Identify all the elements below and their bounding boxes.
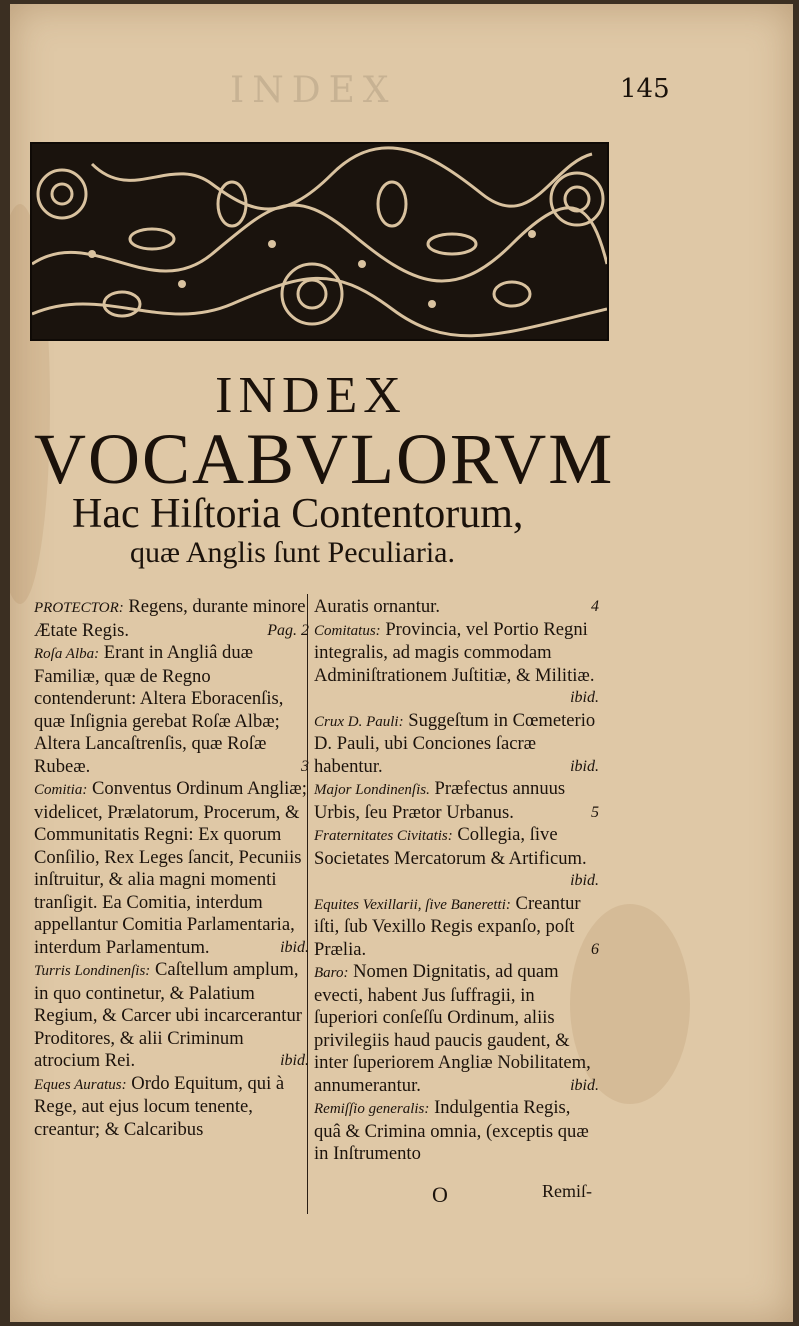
entry-term: PROTECTOR: [34, 600, 124, 616]
entry-term: Comitia: [34, 782, 88, 798]
title-index: INDEX [215, 367, 407, 424]
entry-definition: Caſtellum amplum, in quo continetur, & Palatium Regium, & Carcer ubi incarcerantur Proditores, & alii Criminum atrocium Rei. [34, 959, 302, 1071]
index-entry [314, 1097, 599, 1166]
entry-page-reference: ibid. [280, 938, 309, 956]
signature-mark: O [432, 1182, 448, 1207]
title-subtitle-2: quæ Anglis ſunt Peculiaria. [130, 536, 455, 569]
entry-definition: Provincia, vel Portio Regni integralis, ad magis commodam Adminiſtrationem Juſtitiæ, & Militiæ. [314, 618, 595, 686]
page-number: 145 [620, 74, 670, 104]
index-right-column [314, 596, 599, 1166]
entry-definition: Creantur iſti, ſub Vexillo Regis expanſo, poſt Prælia. [314, 892, 581, 960]
bleed-through-header: INDEX [230, 70, 397, 111]
title-subtitle: Hac Hiſtoria Contentorum, [72, 491, 524, 537]
index-entry [34, 596, 309, 642]
entry-definition: Ordo Equitum, qui à Rege, aut ejus locum tenente, creantur; & Calcaribus [34, 1072, 285, 1140]
entry-term: Fraternitates Civitatis: [314, 828, 453, 844]
entry-term: Eques Auratus: [34, 1076, 127, 1093]
entry-definition: Suggeſtum in Cœmeterio D. Pauli, ubi Conciones ſacræ habentur. [314, 709, 596, 777]
entry-definition: Nomen Dignitatis, ad quam evecti, habent Jus ſuffragii, in ſuperiori conſeſſu Ordinum, aliis privilegiis haud paucis gaudent, & inter ſuperiorem Angliæ Nobilitatem, annumerantur. [314, 961, 591, 1096]
entry-page-reference: ibid. [280, 1052, 309, 1069]
entry-page-reference: ibid. [570, 689, 599, 706]
entry-page-reference: 3 [301, 757, 309, 775]
index-entry [314, 619, 599, 710]
index-entry [314, 596, 599, 619]
entry-term: Major Londinenſis. [314, 782, 430, 798]
entry-term: Equites Vexillarii, ſive Baneretti: [314, 896, 511, 913]
entry-page-reference: 5 [591, 803, 599, 821]
index-entry [34, 1073, 309, 1142]
entry-term: Baro: [314, 965, 349, 981]
entry-page-reference: ibid. [570, 872, 599, 889]
index-entry [314, 778, 599, 824]
floral-ornament-icon [32, 144, 607, 339]
entry-page-reference: ibid. [570, 1076, 599, 1094]
entry-term: Roſa Alba: [34, 646, 100, 662]
entry-term: Comitatus: [314, 622, 381, 639]
index-entry [314, 710, 599, 779]
book-page [10, 4, 793, 1322]
entry-page-reference: 6 [591, 940, 599, 958]
index-entry [314, 824, 599, 893]
index-entry [314, 893, 599, 962]
entry-term: Remiſſio generalis: [314, 1101, 430, 1117]
entry-term: Crux D. Pauli: [314, 713, 404, 730]
entry-definition: Collegia, ſive Societates Mercatorum & Artificum. [314, 824, 587, 869]
index-entry [34, 959, 309, 1073]
entry-definition: Conventus Ordinum Angliæ; videlicet, Prælatorum, Procerum, & Communitatis Regni: Ex quorum Conſilio, Rex Leges ſancit, Pecuniis inſtruitur, & alia magni momenti tranſigit. Ea Comitia, interdum appellantur Comitia Parlamentaria, interdum Parlamentum. [34, 778, 307, 958]
entry-page-reference: ibid. [570, 757, 599, 775]
entry-definition: Præfectus annuus Urbis, ſeu Prætor Urbanus. [314, 778, 566, 823]
index-left-column [34, 596, 309, 1141]
title-vocabulorum: VOCABVLORVM [34, 419, 615, 499]
entry-definition: Regens, durante minore Ætate Regis. [34, 596, 306, 641]
index-entry [314, 961, 599, 1097]
entry-term: Turris Londinenſis: [34, 963, 151, 979]
index-entry [34, 778, 309, 959]
woodcut-ornament-banner [30, 142, 609, 341]
entry-page-reference: 4 [591, 598, 599, 615]
index-entry [34, 642, 309, 778]
entry-definition: Auratis ornantur. [314, 596, 440, 617]
entry-definition: Indulgentia Regis, quâ & Crimina omnia, (exceptis quæ in Inſtrumento [314, 1097, 589, 1164]
catchword: Remiſ- [542, 1181, 592, 1201]
entry-definition: Erant in Angliâ duæ Familiæ, quæ de Regno contenderunt: Altera Eboracenſis, quæ Inſignia gerebat Roſæ Albæ; Altera Lancaſtrenſis, quæ Roſæ Rubeæ. [34, 642, 284, 777]
entry-page-reference: Pag. 2 [267, 621, 309, 639]
